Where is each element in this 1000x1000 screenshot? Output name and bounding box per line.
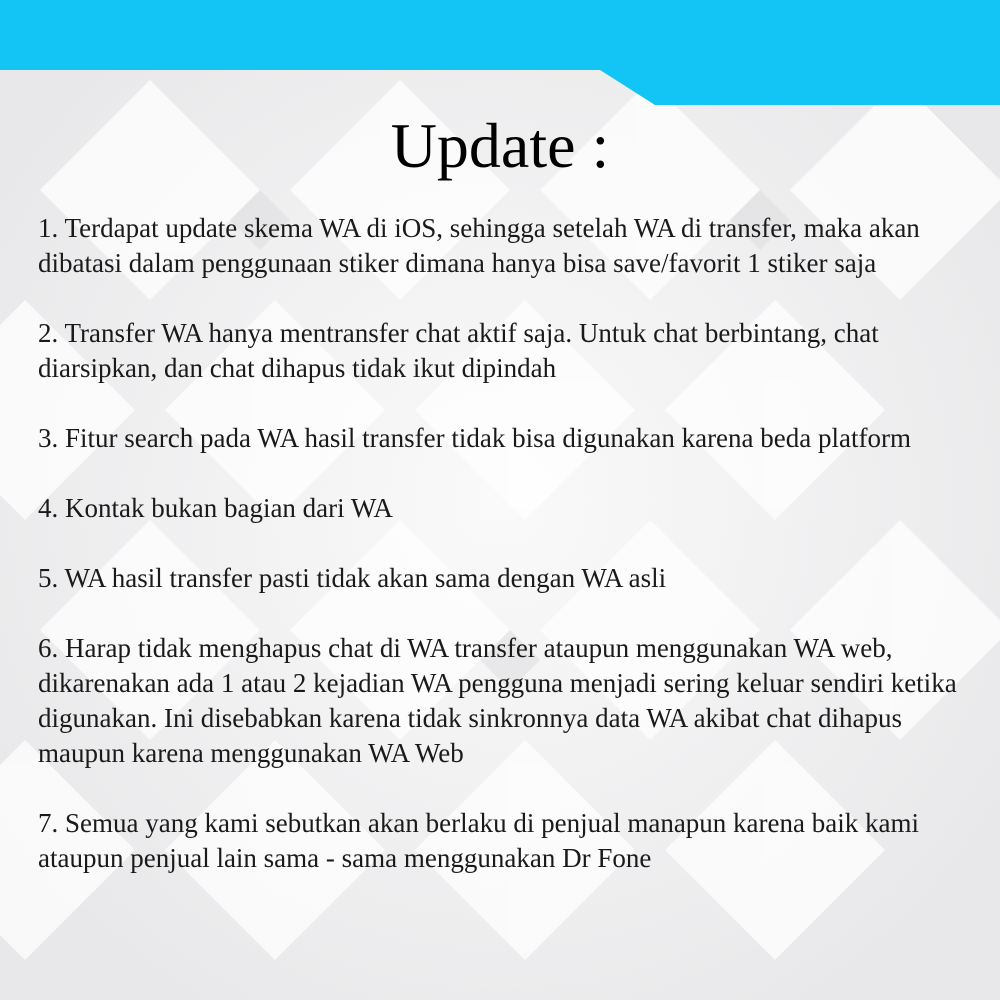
list-item: 4. Kontak bukan bagian dari WA [38, 493, 393, 523]
list-item: 3. Fitur search pada WA hasil transfer tidak bisa digunakan karena beda platform [38, 423, 911, 453]
update-list [38, 211, 968, 911]
list-item: 2. Transfer WA hanya mentransfer chat aktif saja. Untuk chat berbintang, chat diarsipkan, dan chat dihapus tidak ikut dipindah [38, 318, 879, 383]
header-accent-band [0, 0, 1000, 105]
list-item: 5. WA hasil transfer pasti tidak akan sama dengan WA asli [38, 563, 667, 593]
page-title: Update : [390, 110, 610, 181]
list-item: 7. Semua yang kami sebutkan akan berlaku di penjual manapun karena baik kami ataupun penjual lain sama - sama menggunakan Dr Fone [38, 808, 919, 873]
list-item: 6. Harap tidak menghapus chat di WA transfer ataupun menggunakan WA web, dikarenakan ada 1 atau 2 kejadian WA pengguna menjadi sering keluar sendiri ketika digunakan. Ini disebabkan karena tidak sinkronnya data WA akibat chat dihapus maupun karena menggunakan WA Web [38, 633, 957, 768]
list-item: 1. Terdapat update skema WA di iOS, sehingga setelah WA di transfer, maka akan dibatasi dalam penggunaan stiker dimana hanya bisa save/favorit 1 stiker saja [38, 213, 920, 278]
